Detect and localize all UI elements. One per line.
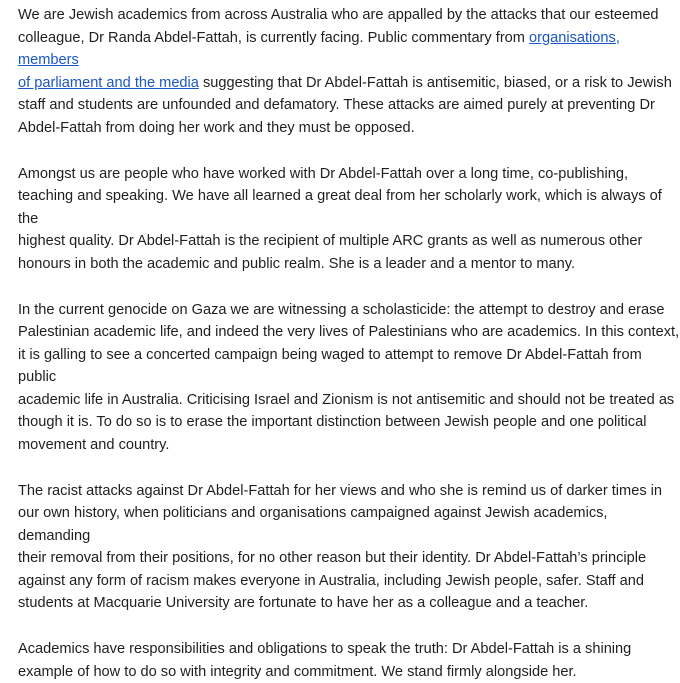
paragraph-1-text-end: suggesting that Dr Abdel-Fattah is antisemitic, biased, or a risk to Jewish staff and students are unfounded and defamatory. These attacks are aimed purely at preventing Dr Abdel-Fattah from doing her work and they must be opposed. (18, 74, 672, 136)
organisations-parliament-media-link[interactable]: organisations, members of parliament and the media (18, 29, 620, 91)
letter-body (18, 4, 680, 683)
paragraph-4: The racist attacks against Dr Abdel-Fattah for her views and who she is remind us of darker times in our own history, when politicians and organisations campaigned against Jewish academics, demanding their removal from their positions, for no other reason but their identity. Dr Abdel-Fattah’s principle against any form of racism makes everyone in Australia, including Jewish people, safer. Staff and students at Macquarie University are fortunate to have her as a colleague and a teacher. (18, 482, 663, 611)
paragraph-1 (18, 4, 680, 139)
paragraph-3: In the current genocide on Gaza we are witnessing a scholasticide: the attempt to destroy and erase Palestinian academic life, and indeed the very lives of Palestinians who are academics. In this context, it is galling to see a concerted campaign being waged to attempt to remove Dr Abdel-Fattah from public academic life in Australia. Criticising Israel and Zionism is not antisemitic and should not be treated as though it is. To do so is to erase the important distinction between Jewish people and one political movement and country. (18, 301, 680, 453)
paragraph-2: Amongst us are people who have worked with Dr Abdel-Fattah over a long time, co-publishing, teaching and speaking. We have all learned a great deal from her scholarly work, which is always of the highest quality. Dr Abdel-Fattah is the recipient of multiple ARC grants as well as numerous other honours in both the academic and public realm. She is a leader and a mentor to many. (18, 165, 662, 272)
paragraph-5: Academics have responsibilities and obligations to speak the truth: Dr Abdel-Fattah is a shining example of how to do so with integrity and commitment. We stand firmly alongside her. (18, 641, 632, 680)
paragraph-1-text-start: We are Jewish academics from across Australia who are appalled by the attacks that our esteemed colleague, Dr Randa Abdel-Fattah, is currently facing. Public commentary from (18, 7, 659, 46)
